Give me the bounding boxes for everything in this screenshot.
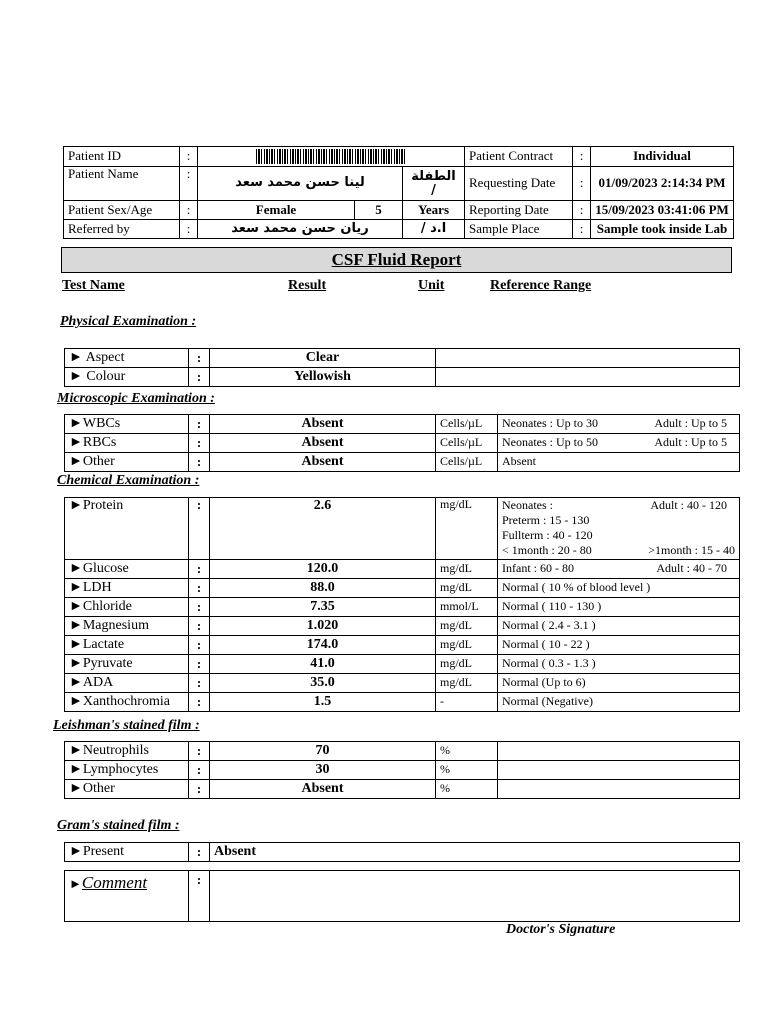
table-row — [65, 693, 740, 712]
test-name: ►Magnesium — [65, 617, 189, 636]
patient-name-label: Patient Name — [64, 167, 180, 201]
test-result: 1.020 — [210, 617, 436, 636]
table-row — [65, 761, 740, 780]
test-unit: % — [436, 742, 498, 761]
reference-b: Adult : Up to 5 — [654, 435, 727, 450]
colon: : — [180, 201, 198, 220]
colon: : — [573, 220, 591, 239]
test-result: Clear — [210, 349, 436, 368]
reference-range — [498, 415, 740, 434]
reference-b: >1month : 15 - 40 — [648, 543, 735, 557]
reference-range — [498, 434, 740, 453]
table-row — [65, 434, 740, 453]
column-unit: Unit — [418, 278, 445, 293]
test-name: ►Pyruvate — [65, 655, 189, 674]
colon: : — [189, 415, 210, 434]
empty-cell — [436, 368, 740, 387]
test-result: Absent — [210, 843, 740, 862]
test-unit: mmol/L — [436, 598, 498, 617]
column-result: Result — [288, 278, 327, 293]
sex-value: Female — [198, 201, 355, 220]
table-row — [65, 579, 740, 598]
colon: : — [189, 674, 210, 693]
test-unit: mg/dL — [436, 498, 498, 560]
reference-range: Normal ( 110 - 130 ) — [498, 598, 740, 617]
test-result: Absent — [210, 453, 436, 472]
reporting-date-value: 15/09/2023 03:41:06 PM — [591, 201, 734, 220]
gram-table — [64, 842, 740, 862]
test-name: ►Lactate — [65, 636, 189, 655]
colon: : — [189, 579, 210, 598]
test-name: ►Protein — [65, 498, 189, 560]
comment-label — [65, 871, 189, 922]
table-row — [65, 453, 740, 472]
test-result: 7.35 — [210, 598, 436, 617]
leishman-table — [64, 741, 740, 799]
comment-value — [210, 871, 740, 922]
colon: : — [180, 167, 198, 201]
reference-line: Fullterm : 40 - 120 — [502, 528, 593, 542]
table-row — [65, 780, 740, 799]
reference-b: Adult : Up to 5 — [654, 416, 727, 431]
colon: : — [189, 742, 210, 761]
chemical-section-title: Chemical Examination : — [57, 473, 200, 488]
reference-a: Neonates : Up to 30 — [502, 416, 598, 431]
reference-range: Normal ( 2.4 - 3.1 ) — [498, 617, 740, 636]
test-result: 88.0 — [210, 579, 436, 598]
barcode — [198, 147, 465, 167]
test-result: Absent — [210, 434, 436, 453]
physical-section-title: Physical Examination : — [60, 314, 197, 329]
reference-range — [498, 560, 740, 579]
test-result: Absent — [210, 780, 436, 799]
reference-range: Normal ( 10 - 22 ) — [498, 636, 740, 655]
reporting-date-label: Reporting Date — [465, 201, 573, 220]
report-title: CSF Fluid Report — [61, 247, 732, 273]
column-reference-range: Reference Range — [490, 278, 592, 293]
test-unit: - — [436, 693, 498, 712]
empty-cell — [436, 349, 740, 368]
test-unit: mg/dL — [436, 655, 498, 674]
test-unit: Cells/µL — [436, 453, 498, 472]
empty-cell — [498, 761, 740, 780]
test-name: ►RBCs — [65, 434, 189, 453]
patient-id-label: Patient ID — [64, 147, 180, 167]
reference-range — [498, 453, 740, 472]
test-unit: mg/dL — [436, 579, 498, 598]
reference-a: Infant : 60 - 80 — [502, 561, 574, 576]
reference-range: Normal (Negative) — [498, 693, 740, 712]
leishman-section-title: Leishman's stained film : — [53, 718, 200, 733]
test-name: ►LDH — [65, 579, 189, 598]
barcode-icon — [256, 149, 406, 164]
referred-by-title: ا.د / — [403, 220, 465, 239]
patient-name-title — [403, 167, 465, 201]
reference-a: Neonates : — [502, 498, 553, 512]
table-row — [65, 498, 740, 560]
test-name: ►WBCs — [65, 415, 189, 434]
colon: : — [180, 147, 198, 167]
table-row — [65, 843, 740, 862]
reference-line: Preterm : 15 - 130 — [502, 513, 590, 527]
reference-a: < 1month : 20 - 80 — [502, 543, 592, 557]
reference-b: Adult : 40 - 70 — [656, 561, 727, 576]
sample-place-label: Sample Place — [465, 220, 573, 239]
test-unit: Cells/µL — [436, 434, 498, 453]
test-result: Yellowish — [210, 368, 436, 387]
table-row — [65, 368, 740, 387]
reference-a: Absent — [502, 454, 536, 469]
requesting-date-value: 01/09/2023 2:14:34 PM — [591, 167, 734, 201]
colon: : — [189, 453, 210, 472]
reference-range: Normal (Up to 6) — [498, 674, 740, 693]
physical-table — [64, 348, 740, 387]
test-result: 120.0 — [210, 560, 436, 579]
table-row — [65, 415, 740, 434]
test-name: ►Glucose — [65, 560, 189, 579]
test-unit: % — [436, 780, 498, 799]
test-result: Absent — [210, 415, 436, 434]
doctor-signature: Doctor's Signature — [506, 922, 616, 937]
table-row — [65, 674, 740, 693]
test-name: ►Chloride — [65, 598, 189, 617]
reference-a: Neonates : Up to 50 — [502, 435, 598, 450]
microscopic-table — [64, 414, 740, 472]
age-unit: Years — [403, 201, 465, 220]
colon: : — [189, 871, 210, 922]
colon: : — [189, 598, 210, 617]
test-name: ► Colour — [65, 368, 189, 387]
patient-info-table — [63, 146, 734, 239]
colon: : — [189, 617, 210, 636]
table-row — [65, 617, 740, 636]
column-test-name: Test Name — [62, 278, 125, 293]
colon: : — [189, 368, 210, 387]
test-result: 2.6 — [210, 498, 436, 560]
reference-range: Normal ( 0.3 - 1.3 ) — [498, 655, 740, 674]
table-row — [65, 560, 740, 579]
test-name: ► Aspect — [65, 349, 189, 368]
comment-table — [64, 870, 740, 922]
referred-by-value: ريان حسن محمد سعد — [198, 220, 403, 239]
colon: : — [189, 655, 210, 674]
table-row — [65, 742, 740, 761]
comment-arrow: ► — [69, 876, 82, 891]
test-unit: % — [436, 761, 498, 780]
test-unit: mg/dL — [436, 617, 498, 636]
test-name: ►Neutrophils — [65, 742, 189, 761]
empty-cell — [498, 742, 740, 761]
test-result: 1.5 — [210, 693, 436, 712]
test-unit: mg/dL — [436, 636, 498, 655]
test-name: ►Xanthochromia — [65, 693, 189, 712]
test-name: ►Present — [65, 843, 189, 862]
test-unit: mg/dL — [436, 560, 498, 579]
colon: : — [189, 780, 210, 799]
table-row — [65, 598, 740, 617]
colon: : — [189, 761, 210, 780]
colon: : — [189, 560, 210, 579]
colon: : — [573, 147, 591, 167]
age-value: 5 — [355, 201, 403, 220]
comment-label-text: Comment — [81, 873, 148, 892]
patient-contract-value: Individual — [591, 147, 734, 167]
patient-contract-label: Patient Contract — [465, 147, 573, 167]
table-row — [65, 349, 740, 368]
test-name: ►ADA — [65, 674, 189, 693]
chemical-table — [64, 497, 740, 712]
microscopic-section-title: Microscopic Examination : — [57, 391, 215, 406]
test-name: ►Other — [65, 453, 189, 472]
patient-title-slash: / — [431, 182, 436, 198]
test-name: ►Lymphocytes — [65, 761, 189, 780]
sample-place-value: Sample took inside Lab — [591, 220, 734, 239]
test-unit: Cells/µL — [436, 415, 498, 434]
test-result: 41.0 — [210, 655, 436, 674]
colon: : — [189, 349, 210, 368]
table-row — [65, 636, 740, 655]
test-name: ►Other — [65, 780, 189, 799]
colon: : — [189, 498, 210, 560]
colon: : — [180, 220, 198, 239]
referred-by-label: Referred by — [64, 220, 180, 239]
table-row — [65, 871, 740, 922]
reference-b: Adult : 40 - 120 — [650, 498, 727, 512]
colon: : — [573, 201, 591, 220]
table-row — [65, 655, 740, 674]
sex-age-label: Patient Sex/Age — [64, 201, 180, 220]
test-result: 174.0 — [210, 636, 436, 655]
patient-name-value: لينا حسن محمد سعد — [198, 167, 403, 201]
gram-section-title: Gram's stained film : — [57, 818, 180, 833]
test-result: 35.0 — [210, 674, 436, 693]
colon: : — [189, 843, 210, 862]
test-result: 30 — [210, 761, 436, 780]
colon: : — [189, 693, 210, 712]
requesting-date-label: Requesting Date — [465, 167, 573, 201]
test-unit: mg/dL — [436, 674, 498, 693]
colon: : — [189, 434, 210, 453]
empty-cell — [498, 780, 740, 799]
colon: : — [189, 636, 210, 655]
reference-range: Normal ( 10 % of blood level ) — [498, 579, 740, 598]
reference-range — [498, 498, 740, 560]
patient-title-text: الطفلة — [411, 168, 456, 184]
test-result: 70 — [210, 742, 436, 761]
colon: : — [573, 167, 591, 201]
